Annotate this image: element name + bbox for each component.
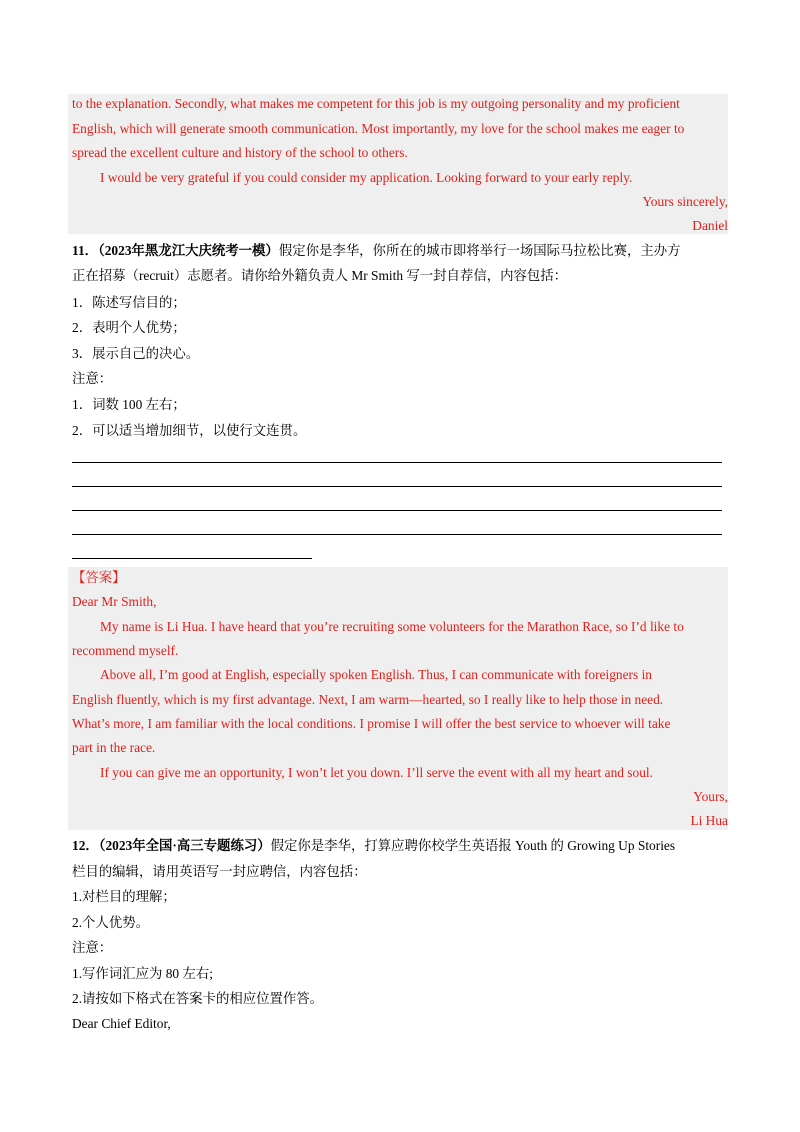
- question-11-prompt-2: 正在招募（recruit）志愿者。请你给外籍负责人 Mr Smith 写一封自荐信，内容包括：: [72, 268, 568, 283]
- question-12-greeting: Dear Chief Editor,: [72, 1016, 171, 1031]
- answer11-p2-line-4: part in the race.: [72, 740, 156, 755]
- question-12-item-1: 1.对栏目的理解；: [72, 889, 176, 904]
- question-11-item-3: 3．展示自己的决心。: [72, 346, 200, 361]
- answer11-p1-line-1: My name is Li Hua. I have heard that you’re recruiting some volunteers for the Marathon Race, so I’d like to: [100, 619, 684, 634]
- question-12-note-1: 1.写作词汇应为 80 左右;: [72, 966, 213, 981]
- answer10-paragraph-2: I would be very grateful if you could consider my application. Looking forward to your early reply.: [100, 170, 633, 185]
- answer-label: 【答案】: [72, 570, 126, 585]
- answer-blank-line[interactable]: [72, 558, 312, 559]
- question-11-note-1: 1．词数 100 左右；: [72, 397, 186, 412]
- question-12-prompt-1: 假定你是李华，打算应聘你校学生英语报 Youth 的 Growing Up Stories: [270, 838, 676, 853]
- question-12-note-2: 2.请按如下格式在答案卡的相应位置作答。: [72, 991, 324, 1006]
- question-11-line-1: [72, 243, 681, 259]
- question-12-source: （2023年全国·高三专题练习）: [98, 838, 271, 853]
- answer10-closing: Yours sincerely,: [642, 194, 728, 209]
- question-12-item-2: 2.个人优势。: [72, 915, 149, 930]
- answer11-p2-line-1: Above all, I’m good at English, especially spoken English. Thus, I can communicate with foreigners in: [100, 667, 652, 682]
- question-12-note-label: 注意：: [72, 940, 113, 955]
- question-12-prompt-2: 栏目的编辑，请用英语写一封应聘信，内容包括：: [72, 864, 367, 879]
- answer-blank-line[interactable]: [72, 510, 722, 511]
- question-11-item-1: 1．陈述写信目的；: [72, 295, 186, 310]
- question-11-prompt-1: 假定你是李华，你所在的城市即将举行一场国际马拉松比赛，主办方: [278, 243, 681, 258]
- question-11-item-2: 2．表明个人优势；: [72, 320, 186, 335]
- answer10-signature: Daniel: [692, 218, 728, 233]
- answer10-line-3: spread the excellent culture and history of the school to others.: [72, 145, 408, 160]
- question-12-line-1: [72, 838, 675, 854]
- question-11-number: 11．: [72, 243, 99, 258]
- answer11-greeting: Dear Mr Smith,: [72, 594, 157, 609]
- answer-blank-line[interactable]: [72, 486, 722, 487]
- answer11-p2-line-3: What’s more, I am familiar with the local conditions. I promise I will offer the best service to whoever will take: [72, 716, 671, 731]
- answer10-line-1: to the explanation. Secondly, what makes me competent for this job is my outgoing personality and my proficient: [72, 96, 680, 111]
- answer-block-10: [68, 94, 728, 234]
- answer11-closing: Yours,: [693, 789, 728, 804]
- answer11-paragraph-3: If you can give me an opportunity, I won’t let you down. I’ll serve the event with all my heart and soul.: [100, 765, 653, 780]
- answer11-p1-line-2: recommend myself.: [72, 643, 179, 658]
- answer-blank-line[interactable]: [72, 462, 722, 463]
- answer11-signature: Li Hua: [690, 813, 728, 828]
- question-11-source: （2023年黑龙江大庆统考一模）: [98, 243, 279, 258]
- question-11-note-label: 注意：: [72, 371, 113, 386]
- answer-blank-line[interactable]: [72, 534, 722, 535]
- answer10-line-2: English, which will generate smooth communication. Most importantly, my love for the school makes me eager to: [72, 121, 685, 136]
- question-12-number: 12．: [72, 838, 99, 853]
- answer11-p2-line-2: English fluently, which is my first advantage. Next, I am warm—hearted, so I really like to help those in need.: [72, 692, 664, 707]
- question-11-note-2: 2．可以适当增加细节，以使行文连贯。: [72, 423, 307, 438]
